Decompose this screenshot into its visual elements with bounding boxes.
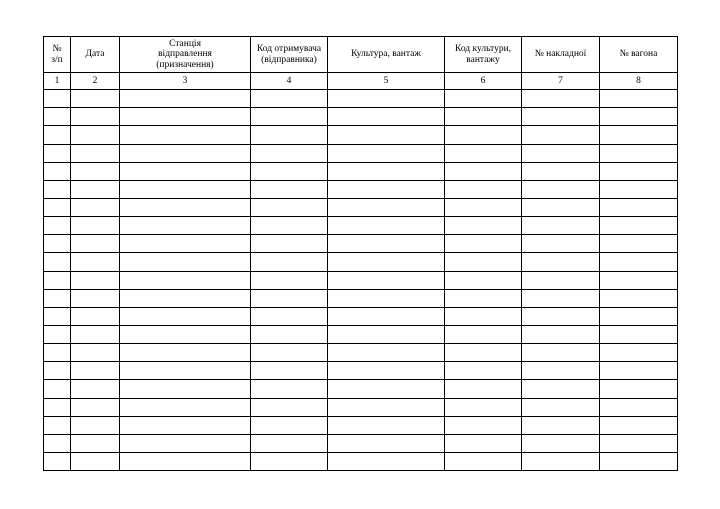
table-cell[interactable] xyxy=(120,180,251,198)
table-cell[interactable] xyxy=(328,344,445,362)
table-cell[interactable] xyxy=(600,126,678,144)
table-cell[interactable] xyxy=(600,362,678,380)
table-cell[interactable] xyxy=(522,271,600,289)
table-cell[interactable] xyxy=(71,307,120,325)
table-cell[interactable] xyxy=(120,380,251,398)
table-row xyxy=(44,180,678,198)
table-cell[interactable] xyxy=(328,217,445,235)
table-cell[interactable] xyxy=(71,434,120,452)
table-row xyxy=(44,235,678,253)
table-cell[interactable] xyxy=(445,289,522,307)
table-cell[interactable] xyxy=(600,289,678,307)
table-cell[interactable] xyxy=(522,380,600,398)
table-cell[interactable] xyxy=(328,326,445,344)
table-row xyxy=(44,326,678,344)
table-cell[interactable] xyxy=(600,434,678,452)
table-cell[interactable] xyxy=(251,217,328,235)
table-cell[interactable] xyxy=(120,199,251,217)
table-cell[interactable] xyxy=(445,199,522,217)
table-cell[interactable] xyxy=(251,326,328,344)
table-cell[interactable] xyxy=(120,362,251,380)
table-row xyxy=(44,416,678,434)
table-cell[interactable] xyxy=(251,434,328,452)
table-cell[interactable] xyxy=(328,307,445,325)
table-cell[interactable] xyxy=(600,344,678,362)
table-cell[interactable] xyxy=(44,289,71,307)
table-cell[interactable] xyxy=(251,398,328,416)
table-cell[interactable] xyxy=(522,199,600,217)
header-cell-waybill: № накладної xyxy=(522,37,600,73)
table-cell[interactable] xyxy=(120,217,251,235)
table-row xyxy=(44,380,678,398)
table-cell[interactable] xyxy=(600,453,678,471)
table-cell[interactable] xyxy=(251,271,328,289)
table-cell[interactable] xyxy=(328,289,445,307)
table-cell[interactable] xyxy=(120,162,251,180)
table-cell[interactable] xyxy=(445,344,522,362)
header-row xyxy=(44,37,678,73)
table-cell[interactable] xyxy=(328,90,445,108)
table-cell[interactable] xyxy=(522,398,600,416)
table-row xyxy=(44,108,678,126)
table-row xyxy=(44,453,678,471)
table-row xyxy=(44,434,678,452)
table-cell[interactable] xyxy=(120,326,251,344)
table-cell[interactable] xyxy=(328,416,445,434)
column-number: 6 xyxy=(445,73,522,90)
table-cell[interactable] xyxy=(44,253,71,271)
ledger-table xyxy=(43,36,678,471)
table-cell[interactable] xyxy=(71,126,120,144)
table-cell[interactable] xyxy=(251,126,328,144)
table-cell[interactable] xyxy=(71,162,120,180)
column-number: 2 xyxy=(71,73,120,90)
table-cell[interactable] xyxy=(120,416,251,434)
table-cell[interactable] xyxy=(44,180,71,198)
table-cell[interactable] xyxy=(44,235,71,253)
table-cell[interactable] xyxy=(71,416,120,434)
table-cell[interactable] xyxy=(600,162,678,180)
table-cell[interactable] xyxy=(445,126,522,144)
table-cell[interactable] xyxy=(44,162,71,180)
table-cell[interactable] xyxy=(445,398,522,416)
table-cell[interactable] xyxy=(328,362,445,380)
table-cell[interactable] xyxy=(120,235,251,253)
table-cell[interactable] xyxy=(600,307,678,325)
table-cell[interactable] xyxy=(120,90,251,108)
table-cell[interactable] xyxy=(522,307,600,325)
table-cell[interactable] xyxy=(44,326,71,344)
table-cell[interactable] xyxy=(71,90,120,108)
header-cell-date: Дата xyxy=(71,37,120,73)
table-cell[interactable] xyxy=(600,380,678,398)
table-cell[interactable] xyxy=(445,90,522,108)
table-row xyxy=(44,362,678,380)
table-row xyxy=(44,271,678,289)
table-cell[interactable] xyxy=(522,434,600,452)
table-cell[interactable] xyxy=(44,90,71,108)
table-cell[interactable] xyxy=(71,344,120,362)
table-cell[interactable] xyxy=(328,453,445,471)
table-cell[interactable] xyxy=(71,180,120,198)
table-cell[interactable] xyxy=(445,362,522,380)
table-cell[interactable] xyxy=(251,90,328,108)
table-row xyxy=(44,344,678,362)
table-cell[interactable] xyxy=(71,362,120,380)
table-cell[interactable] xyxy=(44,217,71,235)
table-cell[interactable] xyxy=(71,235,120,253)
table-cell[interactable] xyxy=(445,217,522,235)
table-cell[interactable] xyxy=(445,380,522,398)
header-cell-recipient-code: Код отримувача (відправника) xyxy=(251,37,328,73)
table-cell[interactable] xyxy=(445,434,522,452)
table-cell[interactable] xyxy=(120,126,251,144)
table-cell[interactable] xyxy=(522,217,600,235)
table-row xyxy=(44,398,678,416)
table-cell[interactable] xyxy=(71,453,120,471)
table-row xyxy=(44,144,678,162)
table-cell[interactable] xyxy=(522,362,600,380)
table-cell[interactable] xyxy=(522,180,600,198)
ledger-body xyxy=(44,90,678,471)
table-cell[interactable] xyxy=(522,126,600,144)
table-cell[interactable] xyxy=(522,108,600,126)
table-cell[interactable] xyxy=(120,144,251,162)
table-row xyxy=(44,126,678,144)
column-number: 4 xyxy=(251,73,328,90)
table-cell[interactable] xyxy=(251,235,328,253)
table-cell[interactable] xyxy=(120,453,251,471)
table-cell[interactable] xyxy=(120,344,251,362)
header-cell-cargo-code: Код культури, вантажу xyxy=(445,37,522,73)
table-cell[interactable] xyxy=(328,398,445,416)
table-cell[interactable] xyxy=(522,326,600,344)
table-cell[interactable] xyxy=(328,253,445,271)
table-cell[interactable] xyxy=(44,434,71,452)
table-row xyxy=(44,162,678,180)
table-cell[interactable] xyxy=(44,144,71,162)
table-cell[interactable] xyxy=(71,108,120,126)
table-cell[interactable] xyxy=(251,162,328,180)
table-cell[interactable] xyxy=(251,344,328,362)
table-cell[interactable] xyxy=(44,398,71,416)
table-cell[interactable] xyxy=(120,398,251,416)
table-row xyxy=(44,289,678,307)
table-cell[interactable] xyxy=(600,271,678,289)
header-cell-station: Станція відправлення (призначення) xyxy=(120,37,251,73)
table-cell[interactable] xyxy=(522,162,600,180)
table-cell[interactable] xyxy=(251,144,328,162)
table-cell[interactable] xyxy=(328,271,445,289)
table-cell[interactable] xyxy=(120,271,251,289)
table-cell[interactable] xyxy=(120,253,251,271)
table-row xyxy=(44,253,678,271)
table-cell[interactable] xyxy=(44,453,71,471)
table-cell[interactable] xyxy=(522,453,600,471)
table-cell[interactable] xyxy=(445,108,522,126)
table-cell[interactable] xyxy=(522,289,600,307)
table-cell[interactable] xyxy=(71,253,120,271)
table-cell[interactable] xyxy=(600,144,678,162)
table-cell[interactable] xyxy=(328,144,445,162)
table-cell[interactable] xyxy=(600,398,678,416)
table-cell[interactable] xyxy=(600,180,678,198)
table-cell[interactable] xyxy=(328,235,445,253)
table-cell[interactable] xyxy=(251,453,328,471)
table-cell[interactable] xyxy=(600,326,678,344)
table-cell[interactable] xyxy=(71,271,120,289)
table-cell[interactable] xyxy=(445,453,522,471)
column-number: 1 xyxy=(44,73,71,90)
table-cell[interactable] xyxy=(44,126,71,144)
column-number: 7 xyxy=(522,73,600,90)
table-cell[interactable] xyxy=(522,90,600,108)
table-cell[interactable] xyxy=(445,326,522,344)
table-cell[interactable] xyxy=(600,90,678,108)
table-row xyxy=(44,90,678,108)
table-cell[interactable] xyxy=(71,217,120,235)
table-cell[interactable] xyxy=(328,434,445,452)
table-row xyxy=(44,217,678,235)
column-number: 8 xyxy=(600,73,678,90)
table-cell[interactable] xyxy=(120,307,251,325)
table-cell[interactable] xyxy=(44,344,71,362)
table-cell[interactable] xyxy=(600,217,678,235)
table-cell[interactable] xyxy=(251,307,328,325)
table-cell[interactable] xyxy=(522,144,600,162)
column-number-row xyxy=(44,73,678,90)
table-cell[interactable] xyxy=(71,144,120,162)
column-number: 5 xyxy=(328,73,445,90)
table-cell[interactable] xyxy=(522,235,600,253)
table-cell[interactable] xyxy=(44,307,71,325)
table-row xyxy=(44,307,678,325)
table-cell[interactable] xyxy=(600,416,678,434)
table-cell[interactable] xyxy=(44,416,71,434)
header-cell-wagon: № вагона xyxy=(600,37,678,73)
table-cell[interactable] xyxy=(44,380,71,398)
table-cell[interactable] xyxy=(328,380,445,398)
table-cell[interactable] xyxy=(522,344,600,362)
table-cell[interactable] xyxy=(600,199,678,217)
table-cell[interactable] xyxy=(445,162,522,180)
table-cell[interactable] xyxy=(44,108,71,126)
table-cell[interactable] xyxy=(120,434,251,452)
table-cell[interactable] xyxy=(522,416,600,434)
table-cell[interactable] xyxy=(71,326,120,344)
table-cell[interactable] xyxy=(251,289,328,307)
table-cell[interactable] xyxy=(600,235,678,253)
table-cell[interactable] xyxy=(251,416,328,434)
header-cell-number: № з/п xyxy=(44,37,71,73)
table-cell[interactable] xyxy=(445,307,522,325)
table-cell[interactable] xyxy=(251,253,328,271)
table-cell[interactable] xyxy=(120,289,251,307)
table-cell[interactable] xyxy=(445,235,522,253)
table-cell[interactable] xyxy=(445,253,522,271)
table-cell[interactable] xyxy=(120,108,251,126)
table-cell[interactable] xyxy=(328,199,445,217)
table-cell[interactable] xyxy=(328,126,445,144)
table-cell[interactable] xyxy=(71,199,120,217)
table-cell[interactable] xyxy=(600,108,678,126)
table-cell[interactable] xyxy=(71,289,120,307)
table-cell[interactable] xyxy=(445,180,522,198)
table-row xyxy=(44,199,678,217)
table-cell[interactable] xyxy=(445,416,522,434)
table-cell[interactable] xyxy=(328,162,445,180)
table-cell[interactable] xyxy=(251,362,328,380)
table-cell[interactable] xyxy=(251,108,328,126)
table-cell[interactable] xyxy=(71,398,120,416)
header-cell-cargo: Культура, вантаж xyxy=(328,37,445,73)
table-cell[interactable] xyxy=(251,180,328,198)
table-cell[interactable] xyxy=(251,380,328,398)
table-cell[interactable] xyxy=(44,199,71,217)
table-cell[interactable] xyxy=(44,362,71,380)
table-cell[interactable] xyxy=(522,253,600,271)
table-cell[interactable] xyxy=(328,180,445,198)
table-cell[interactable] xyxy=(445,144,522,162)
table-cell[interactable] xyxy=(600,253,678,271)
table-cell[interactable] xyxy=(71,380,120,398)
table-cell[interactable] xyxy=(44,271,71,289)
table-cell[interactable] xyxy=(328,108,445,126)
column-number: 3 xyxy=(120,73,251,90)
table-cell[interactable] xyxy=(445,271,522,289)
table-cell[interactable] xyxy=(251,199,328,217)
